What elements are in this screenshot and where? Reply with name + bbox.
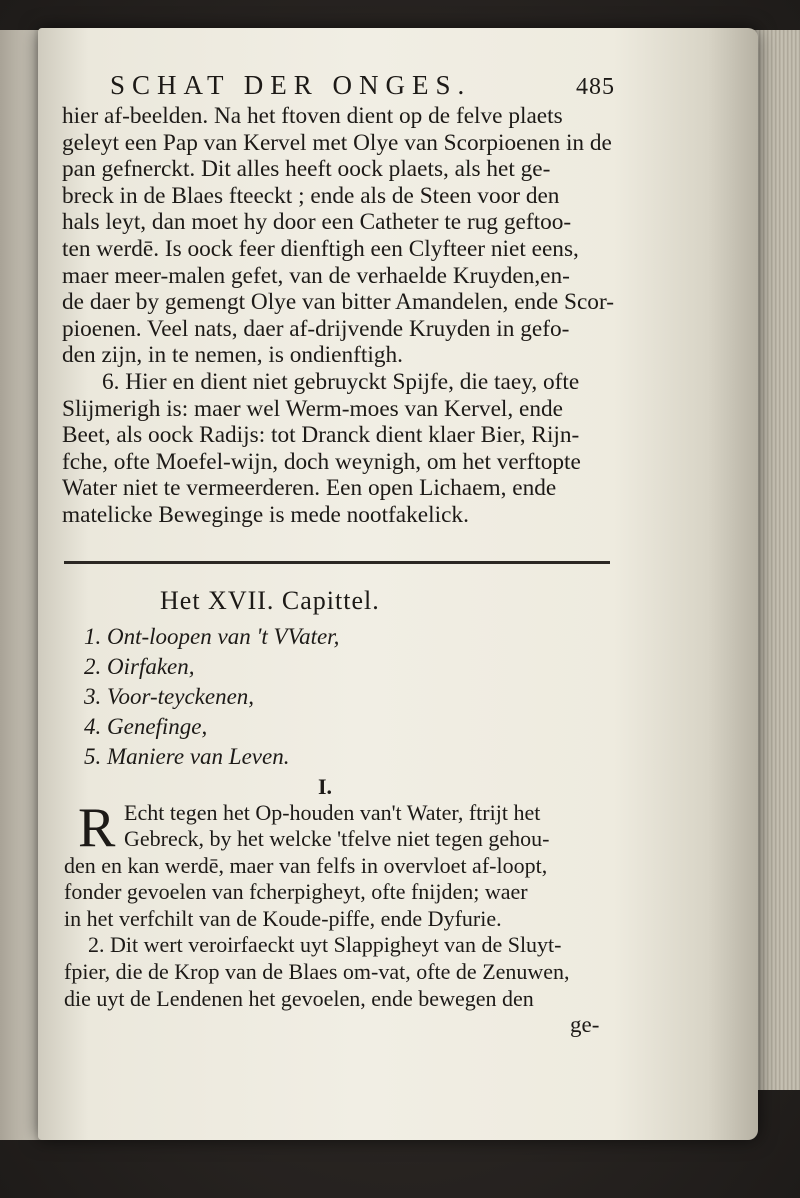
- catchword: ge-: [570, 1012, 600, 1038]
- running-title: SCHAT DER ONGES.: [110, 70, 472, 100]
- toc-item: 2. Oirfaken,: [84, 653, 195, 679]
- text-line: hier af-beelden. Na het ftoven dient op de felve plaets: [62, 103, 563, 129]
- text-line: hals leyt, dan moet hy door een Catheter te rug geftoo-: [62, 209, 572, 236]
- running-header: [110, 70, 615, 101]
- text-line: Gebreck, by het welcke 'tfelve niet tegen gehou-: [124, 826, 550, 852]
- toc-item: 5. Maniere van Leven.: [84, 743, 290, 769]
- page-text: [60, 70, 620, 1038]
- text-line: ten werdē. Is oock feer dienftigh een Clyfteer niet eens,: [62, 235, 579, 262]
- text-line: in het verfchilt van de Koude-piffe, ende Dyfurie.: [64, 905, 502, 931]
- text-line: fpier, die de Krop van de Blaes om-vat, ofte de Zenuwen,: [64, 959, 570, 985]
- text-line: de daer by gemengt Olye van bitter Amandelen, ende Scor-: [62, 289, 614, 316]
- text-line: pan gefnerckt. Dit alles heeft oock plaets, als het ge-: [62, 156, 551, 183]
- text-line: 6. Hier en dient niet gebruyckt Spijfe, die taey, ofte: [102, 368, 580, 395]
- chapter-title: Het XVII. Capittel.: [160, 585, 380, 615]
- text-line: fche, ofte Moefel-wijn, doch weynigh, om het verftopte: [62, 448, 581, 475]
- toc-item: 1. Ont-loopen van 't VVater,: [84, 623, 340, 649]
- drop-capital: R: [78, 796, 116, 859]
- section-paragraph: [60, 796, 620, 1013]
- chapter-rule: [64, 561, 610, 564]
- text-line: Water niet te vermeerderen. Een open Lichaem, ende: [62, 475, 557, 502]
- text-line: breck in de Blaes fteeckt ; ende als de Steen voor den: [62, 182, 560, 209]
- page-number: 485: [576, 74, 615, 100]
- text-line: Beet, als oock Radijs: tot Dranck dient klaer Bier, Rijn-: [62, 422, 580, 449]
- text-line: pioenen. Veel nats, daer af-drijvende Kruyden in gefo-: [62, 315, 570, 342]
- text-line: die uyt de Lendenen het gevoelen, ende bewegen den: [64, 985, 534, 1011]
- chapter-contents: [60, 622, 620, 772]
- text-line: matelicke Bewegingе is mede nootfakelick.: [62, 501, 469, 528]
- text-line: 2. Dit wert veroirfaeckt uyt Slappigheyt van de Sluyt-: [88, 932, 562, 958]
- body-paragraphs: [60, 103, 620, 529]
- text-line: Slijmerigh is: maer wel Werm-moes van Kervel, ende: [62, 395, 564, 422]
- toc-item: 3. Voor-teyckenen,: [84, 683, 255, 709]
- text-line: maer meer-malen gefet, van de verhaelde Kruyden,en-: [62, 262, 570, 289]
- text-line: geleyt een Pap van Kervel met Olye van Scorpioenen in de: [62, 129, 612, 156]
- text-line: fonder gevoelen van fcherpigheyt, ofte fnijden; waer: [64, 879, 528, 905]
- text-line: den zijn, in te nemen, is ondienftigh.: [62, 342, 403, 369]
- text-line: Echt tegen het Op-houden van't Water, ftrijt het: [124, 799, 541, 825]
- text-line: den en kan werdē, maer van felfs in overvloet af-loopt,: [64, 852, 548, 878]
- section-number: I.: [318, 773, 333, 799]
- toc-item: 4. Genefinge,: [84, 713, 208, 739]
